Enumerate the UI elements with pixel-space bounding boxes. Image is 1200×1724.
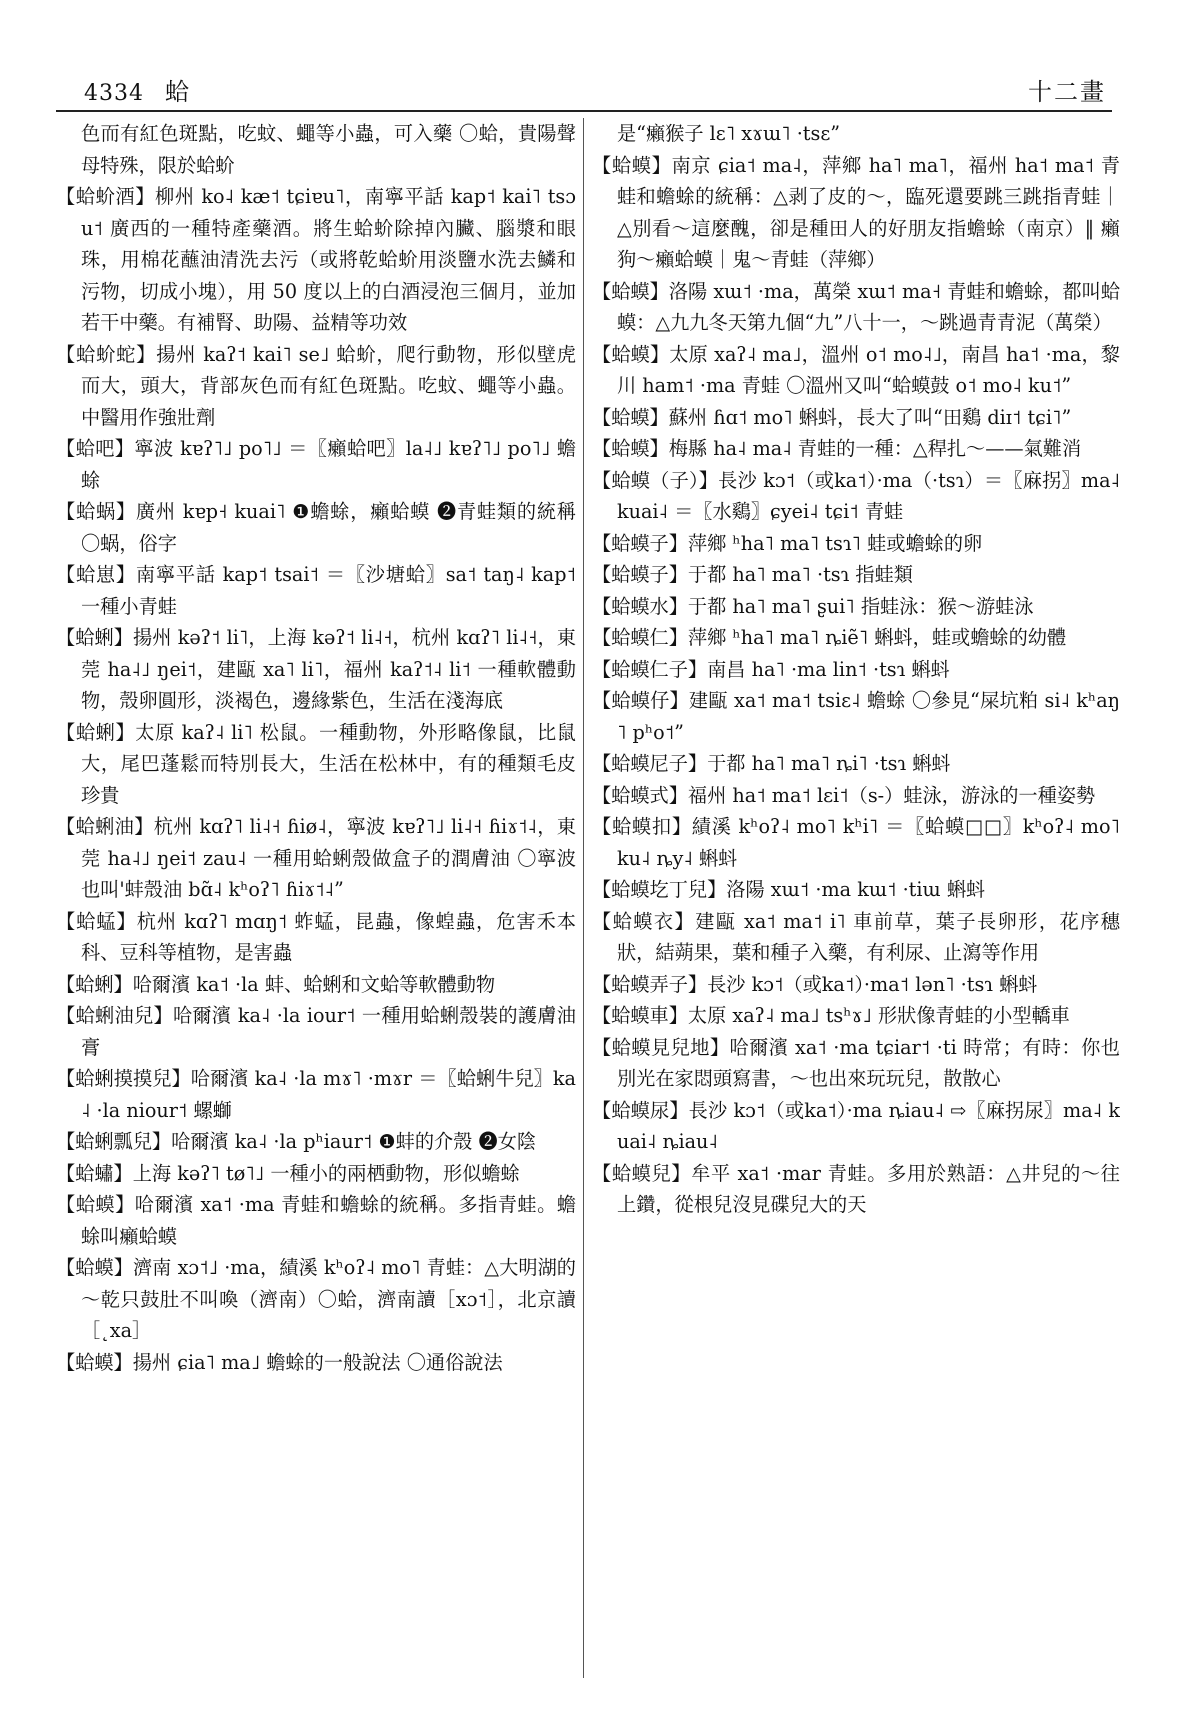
dictionary-entry: 【蛤蟆子】于都 ha˥ ma˥ ·tsɿ 指蛙類 [592,563,913,586]
dictionary-entry: 【蛤蟆尼子】于都 ha˥ ma˥ ȵi˥ ·tsɿ 蝌蚪 [592,752,951,775]
dictionary-entry: 【蛤蟆弄子】長沙 kɔ˦（或ka˦）·ma˦ lən˥ ·tsɿ 蝌蚪 [592,972,1038,996]
dictionary-entry: 【蛤蟆】洛陽 xɯ˦ ·ma，萬榮 xɯ˦ ma˧ 青蛙和蟾蜍，都叫蛤蟆：△九九冬天第九個“九”八十一，～跳過青青泥（萬榮） [592,279,1120,334]
dictionary-entry: 【蛤蟆（子）】長沙 kɔ˦（或ka˦）·ma（·tsɿ）＝〖麻拐〗ma˨ kuai˨ ＝〖水鷄〗ɕyei˨ tɕi˦ 青蛙 [592,468,1120,523]
dictionary-entry: 【蛤蟆水】于都 ha˥ ma˥ ʂui˥ 指蛙泳：猴～游蛙泳 [592,594,1034,618]
dictionary-entry: 【蛤蜊油兒】哈爾濱 ka˨ ·la iour˦ 一種用蛤蜊殼裝的護膚油膏 [56,1004,576,1059]
dictionary-entry: 【蛤蜊】哈爾濱 ka˦ ·la 蚌、蛤蜊和文蛤等軟體動物 [56,972,496,996]
head-character: 蛤 [165,78,189,106]
dictionary-entry: 【蛤蟆尿】長沙 kɔ˦（或ka˦）·ma ȵiau˨ ⇨〖麻拐尿〗ma˨ kuai˨ ȵiau˨ [592,1098,1120,1153]
page-header [56,66,1112,112]
entry-continuation: 是“癩猴子 lɛ˥ xɤɯ˥ ·tsɛ” [617,122,841,145]
header-left [84,72,189,107]
dictionary-entry: 【蛤蟆】南京 ɕia˦ ma˨，萍鄉 ha˥ ma˥，福州 ha˦ ma˦ 青蛙和蟾蜍的統稱：△剥了皮的～，臨死還要跳三跳指青蛙｜△別看～這麼醜，卻是種田人的好朋友指蟾蜍（南京）‖ 癩狗～癩蛤蟆｜鬼～青蛙（萍鄉） [592,153,1120,271]
dictionary-entry: 【蛤蜊】太原 kaʔ˨ li˥ 松鼠。一種動物，外形略像鼠，比鼠大，尾巴蓬鬆而特別長大，生活在松林中，有的種類毛皮珍貴 [56,720,576,807]
dictionary-entry: 【蛤蟆】哈爾濱 xa˦ ·ma 青蛙和蟾蜍的統稱。多指青蛙。蟾蜍叫癩蛤蟆 [56,1193,576,1248]
dictionary-entry: 【蛤蟆式】福州 ha˦ ma˦ lɛi˦（s-）蛙泳，游泳的一種姿勢 [592,783,1096,807]
dictionary-entry: 【蛤蚧酒】柳州 ko˨ kæ˦ tɕiɐu˥，南寧平話 kap˦ kai˥ tsɔu˦ 廣西的一種特產藥酒。將生蛤蚧除掉內臟、腦漿和眼珠，用棉花蘸油清洗去污（或將乾蛤蚧用淡鹽水洗去鱗和污物，切成小塊），用 50 度以上的白酒浸泡三個月，並加若干中藥。有補腎、助陽、益精等功效 [56,185,576,334]
right-column [592,118,1120,1678]
dictionary-entry: 【蛤蟆】蘇州 ɦɑ˦ mo˥ 蝌蚪，長大了叫“田鷄 diɪ˦ tɕi˥” [592,405,1072,429]
dictionary-entry: 【蛤蟆仁子】南昌 ha˥ ·ma lin˦ ·tsɿ 蝌蚪 [592,657,950,681]
dictionary-entry: 【蛤蜊瓢兒】哈爾濱 ka˨ ·la pʰiaur˦ ❶蚌的介殼 ❷女陰 [56,1130,537,1153]
dictionary-entry: 【蛤蟆圪丁兒】洛陽 xɯ˦ ·ma kɯ˦ ·tiɯ 蝌蚪 [592,878,986,901]
dictionary-entry: 【蛤蟆車】太原 xaʔ˨ ma˩ tsʰɤ˩ 形狀像青蛙的小型轎車 [592,1004,1070,1027]
dictionary-entry: 【蛤蟆】太原 xaʔ˨ ma˩，溫州 o˦ mo˨˩，南昌 ha˦ ·ma，黎川 ham˦ ·ma 青蛙 〇溫州又叫“蛤蟆鼓 o˦ mo˨ ku˦” [592,342,1120,397]
dictionary-entry: 【蛤蟆衣】建甌 xa˦ ma˦ i˥ 車前草，葉子長卵形，花序穗狀，結蒴果，葉和種子入藥，有利尿、止瀉等作用 [592,909,1120,964]
left-column [56,118,576,1678]
dictionary-entry: 【蛤蜊油】杭州 kɑʔ˥ li˨˧ ɦiø˨，寧波 kɐʔ˥˩ li˨˧ ɦiɤ˦˨，東莞 ha˨˩ ŋei˦ zau˨ 一種用蛤蜊殼做盒子的潤膚油 〇寧波也叫'蚌殼油 bɑ̃˨ kʰoʔ˥ ɦiɤ˦˨” [56,815,576,901]
dictionary-entry: 【蛤蜊摸摸兒】哈爾濱 ka˨ ·la mɤ˥ ·mɤr ＝〖蛤蜊牛兒〗ka˨ ·la niour˦ 螺螄 [56,1067,576,1122]
dictionary-entry: 【蛤崽】南寧平話 kap˦ tsai˦ ＝〖沙塘蛤〗sa˦ taŋ˨ kap˦ 一種小青蛙 [56,563,576,618]
dictionary-entry: 【蛤蟆子】萍鄉 ʰha˥ ma˥ tsɿ˥ 蛙或蟾蜍的卵 [592,531,983,555]
dictionary-entry: 【蛤蜊】揚州 kəʔ˦ li˥，上海 kəʔ˦ li˨˧，杭州 kɑʔ˥ li˨˧，東莞 ha˨˩ ŋei˦，建甌 xa˥ li˥，福州 kaʔ˦˨ li˦ 一種軟體動物，殼卵圓形，淡褐色，邊緣紫色，生活在淺海底 [56,626,576,712]
entry-continuation: 色而有紅色斑點，吃蚊、蠅等小蟲，可入藥 〇蛤，貴陽聲母特殊，限於蛤蚧 [81,122,576,177]
page-number: 4334 [84,81,144,106]
dictionary-entry: 【蛤蟆】濟南 xɔ˦˩ ·ma，績溪 kʰoʔ˨ mo˥ 青蛙：△大明湖的～乾只鼓肚不叫喚（濟南）〇蛤，濟南讀［xɔ˦］，北京讀［˛xa］ [56,1256,576,1342]
stroke-section: 十二畫 [1028,78,1106,106]
dictionary-entry: 【蛤蜢】杭州 kɑʔ˥ mɑŋ˦ 蚱蜢，昆蟲，像蝗蟲，危害禾本科、豆科等植物，是害蟲 [56,909,576,964]
dictionary-entry: 【蛤蜗】廣州 kɐp˧ kuai˥ ❶蟾蜍，癩蛤蟆 ❷青蛙類的統稱 〇蜗，俗字 [56,500,576,555]
dictionary-entry: 【蛤蟆仔】建甌 xa˦ ma˦ tsiɛ˨ 蟾蜍 〇參見“屎坑粕 si˨ kʰaŋ˥ pʰo˦” [592,689,1120,744]
dictionary-entry: 【蛤蟆】揚州 ɕia˥ ma˩ 蟾蜍的一般說法 〇通俗說法 [56,1350,503,1374]
column-divider [583,118,584,1678]
dictionary-entry: 【蛤吧】寧波 kɐʔ˥˩ po˥˩ ＝〖癩蛤吧〗la˨˩ kɐʔ˥˩ po˥˩ 蟾蜍 [56,437,576,492]
dictionary-entry: 【蛤蚧蛇】揚州 kaʔ˦ kai˥ se˩ 蛤蚧，爬行動物，形似壁虎而大，頭大，背部灰色而有紅色斑點。吃蚊、蠅等小蟲。中醫用作強壯劑 [56,342,576,429]
dictionary-entry: 【蛤蟆見兒地】哈爾濱 xa˦ ·ma tɕiar˦ ·ti 時常；有時：你也別光在家悶頭寫書，～也出來玩玩兒，散散心 [592,1035,1120,1090]
dictionary-entry: 【蛤蟆扣】績溪 kʰoʔ˨ mo˥ kʰi˥ ＝〖蛤蟆□□〗kʰoʔ˨ mo˥ ku˨ ȵy˨ 蝌蚪 [592,815,1120,870]
dictionary-entry: 【蛤蟰】上海 kəʔ˥ tø˥˩ 一種小的兩栖動物，形似蟾蜍 [56,1161,520,1185]
dictionary-entry: 【蛤蟆仁】萍鄉 ʰha˥ ma˥ ȵiẽ˥ 蝌蚪，蛙或蟾蜍的幼體 [592,626,1067,649]
dictionary-entry: 【蛤蟆兒】牟平 xa˦ ·mar 青蛙。多用於熟語：△井兒的～往上鑽，從根兒沒見碟兒大的天 [592,1161,1120,1216]
dictionary-entry: 【蛤蟆】梅縣 ha˨ ma˨ 青蛙的一種：△稈扎～——氣難消 [592,437,1082,460]
